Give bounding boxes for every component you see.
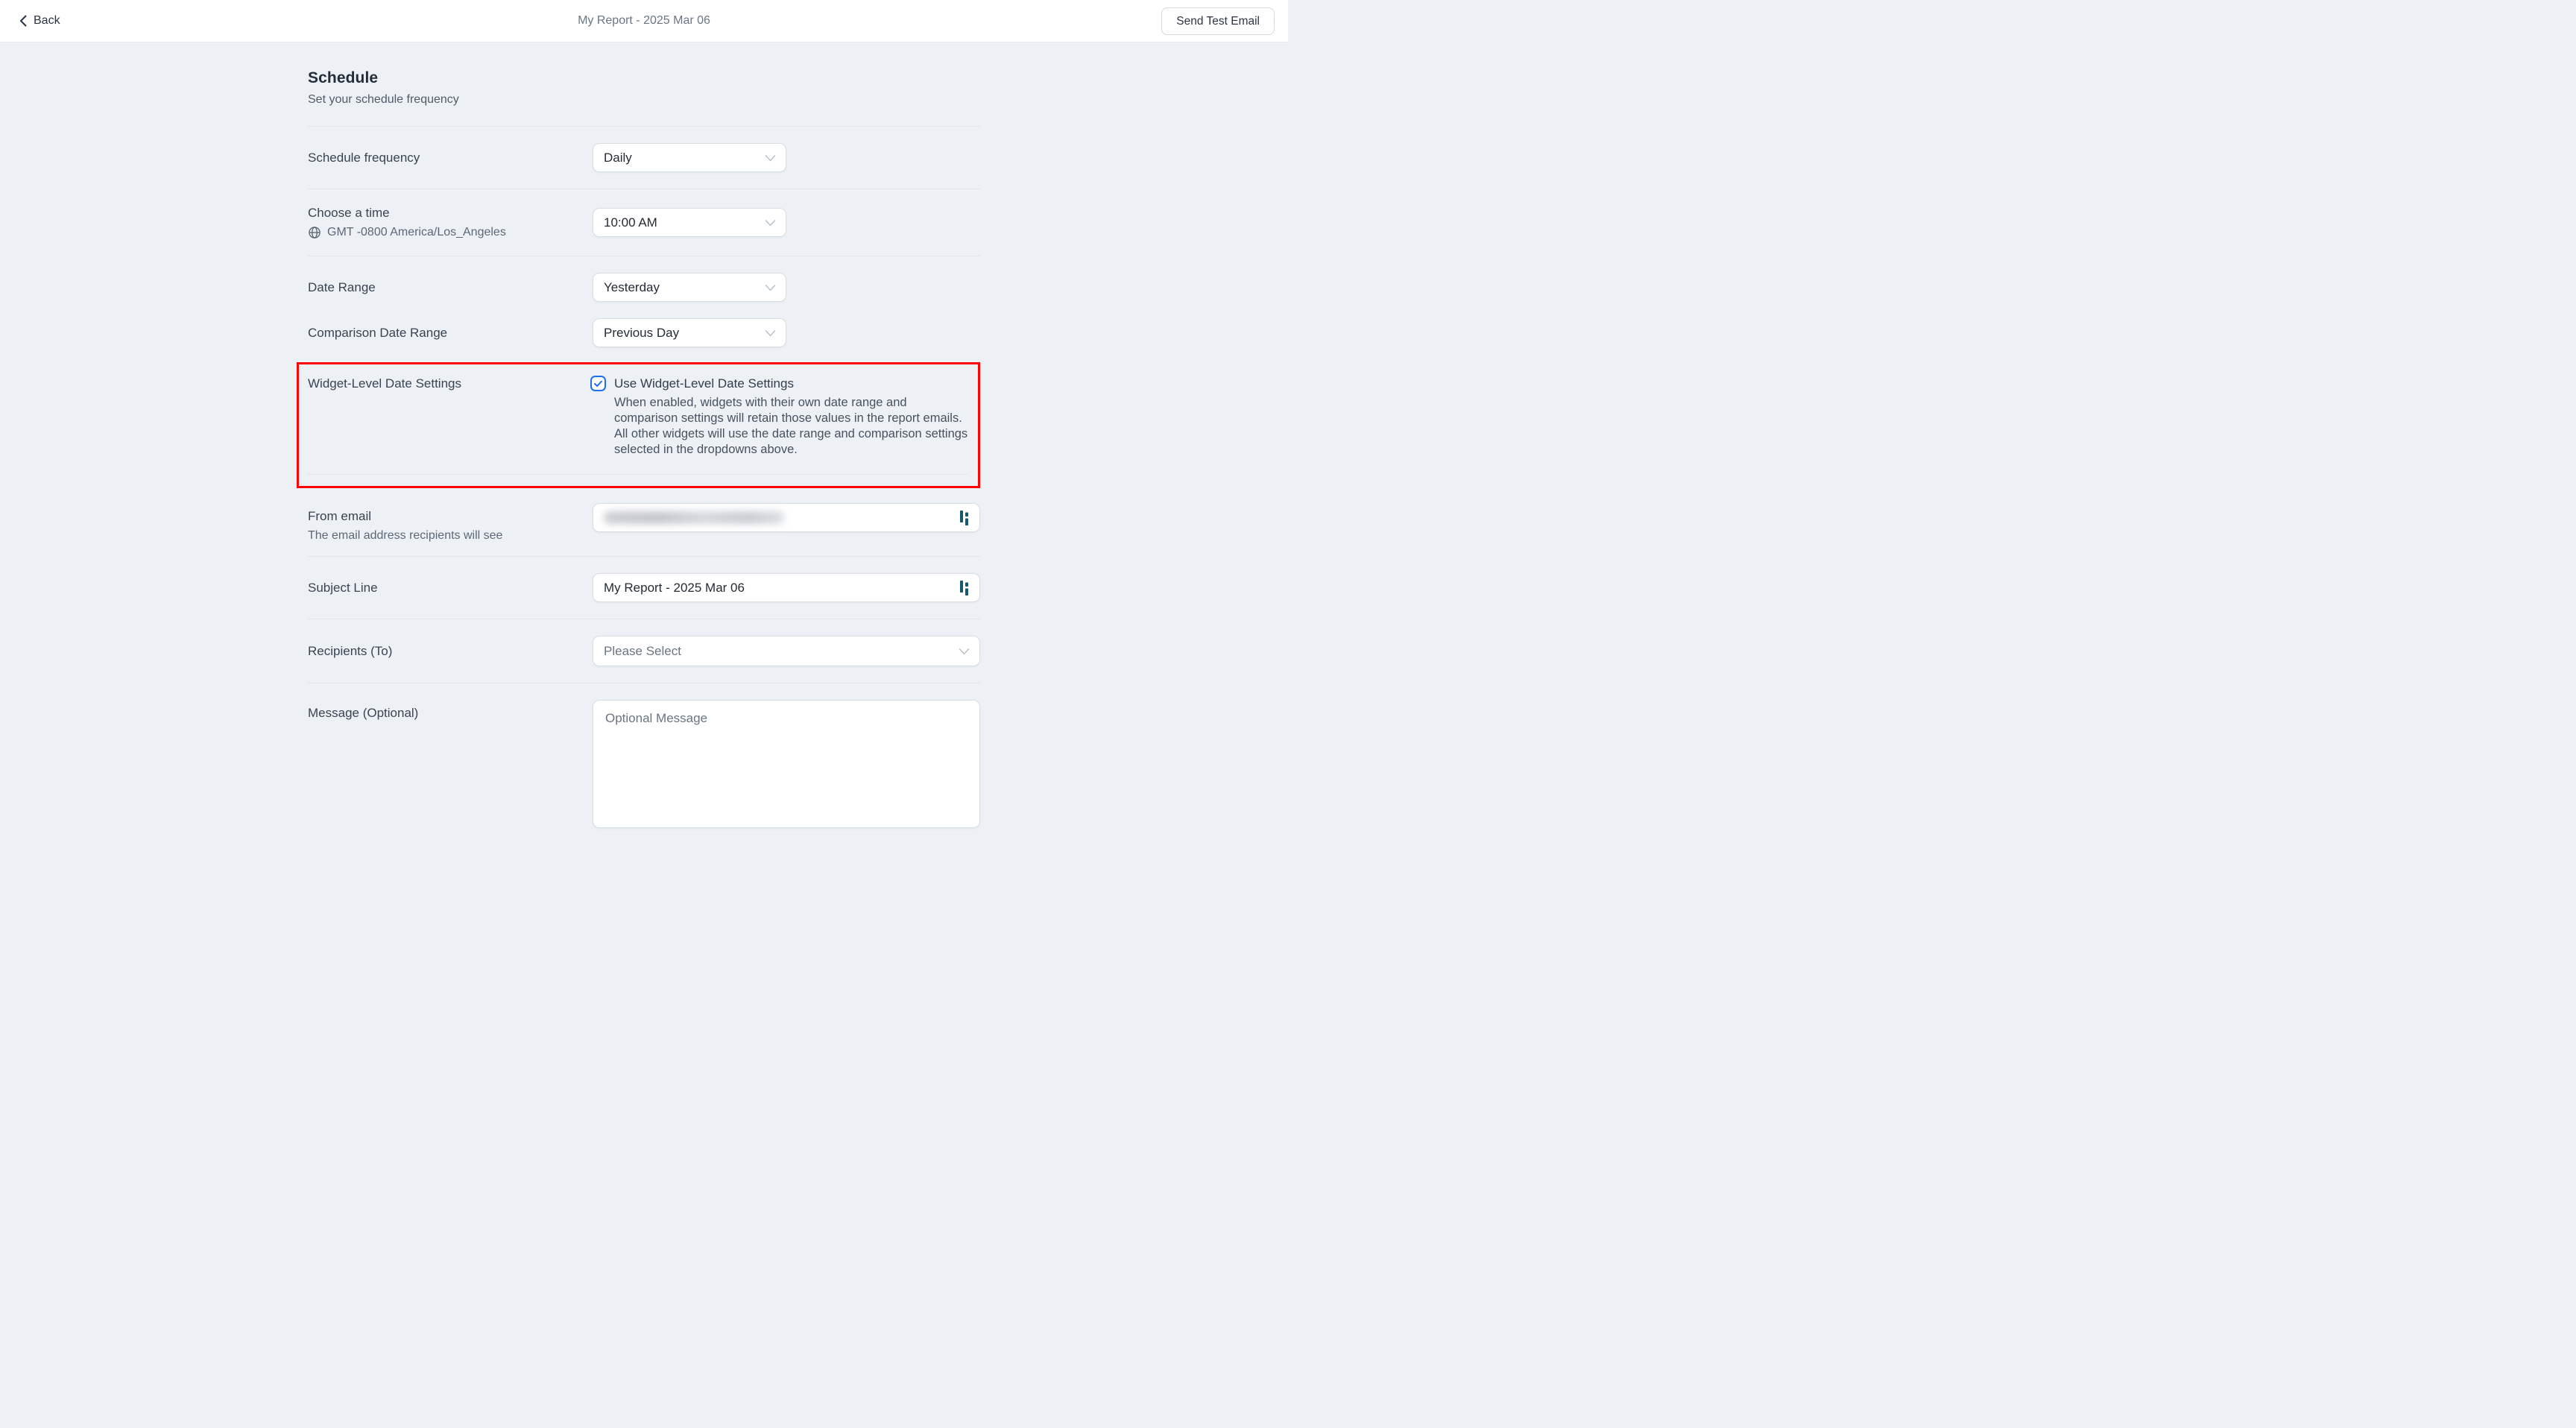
timezone-text: GMT -0800 America/Los_Angeles bbox=[327, 226, 506, 238]
recipients-label: Recipients (To) bbox=[308, 643, 393, 658]
message-row bbox=[308, 683, 980, 832]
widget-level-settings-highlight bbox=[297, 362, 980, 488]
page-subtitle: Set your schedule frequency bbox=[308, 93, 459, 106]
schedule-frequency-value: Daily bbox=[604, 150, 632, 165]
comparison-date-range-label: Comparison Date Range bbox=[308, 325, 448, 340]
page-title: Schedule bbox=[308, 69, 379, 86]
recipients-row bbox=[308, 619, 980, 683]
date-range-select[interactable] bbox=[593, 273, 786, 302]
subject-line-input[interactable] bbox=[593, 573, 980, 602]
checkbox-checked-icon[interactable] bbox=[590, 376, 606, 458]
merge-tag-icon[interactable] bbox=[959, 510, 970, 526]
from-email-hint: The email address recipients will see bbox=[308, 529, 503, 542]
time-select[interactable] bbox=[593, 208, 786, 237]
choose-time-row bbox=[308, 189, 980, 256]
widget-level-description: When enabled, widgets with their own date range and comparison settings will retain those values in the report emails. All other widgets will use the date range and comparison settings selected in the dropdowns above. bbox=[614, 396, 968, 456]
recipients-placeholder: Please Select bbox=[604, 643, 681, 658]
comparison-date-range-row bbox=[308, 312, 980, 358]
schedule-frequency-row bbox=[308, 127, 980, 189]
from-email-label: From email bbox=[308, 509, 372, 523]
subject-line-value: My Report - 2025 Mar 06 bbox=[604, 580, 745, 595]
date-range-row bbox=[308, 256, 980, 312]
message-textarea[interactable] bbox=[593, 700, 980, 828]
top-bar bbox=[0, 0, 1288, 42]
schedule-frequency-select[interactable] bbox=[593, 143, 786, 172]
redacted-email-value bbox=[604, 511, 784, 524]
globe-icon bbox=[308, 226, 321, 239]
merge-tag-icon[interactable] bbox=[959, 580, 970, 596]
widget-level-settings-row bbox=[308, 376, 978, 458]
message-label: Message (Optional) bbox=[308, 706, 419, 720]
subject-line-row bbox=[308, 557, 980, 619]
report-title: My Report - 2025 Mar 06 bbox=[578, 14, 710, 27]
subject-line-label: Subject Line bbox=[308, 580, 378, 595]
timezone-hint bbox=[308, 226, 578, 239]
recipients-select[interactable] bbox=[593, 636, 980, 666]
comparison-date-range-select[interactable] bbox=[593, 318, 786, 347]
widget-level-settings-label: Widget-Level Date Settings bbox=[308, 376, 461, 391]
chevron-down-icon bbox=[765, 219, 776, 226]
back-label: Back bbox=[34, 14, 60, 27]
chevron-down-icon bbox=[765, 329, 776, 336]
chevron-down-icon bbox=[765, 284, 776, 291]
schedule-frequency-label: Schedule frequency bbox=[308, 150, 420, 165]
comparison-date-range-value: Previous Day bbox=[604, 325, 680, 340]
use-widget-level-checkbox-label[interactable]: Use Widget-Level Date Settings bbox=[614, 376, 794, 391]
chevron-down-icon bbox=[765, 154, 776, 161]
time-value: 10:00 AM bbox=[604, 215, 657, 230]
from-email-row bbox=[308, 496, 980, 556]
date-range-label: Date Range bbox=[308, 279, 376, 294]
send-test-email-button[interactable]: Send Test Email bbox=[1161, 7, 1275, 35]
from-email-input[interactable] bbox=[593, 503, 980, 532]
date-range-value: Yesterday bbox=[604, 279, 660, 294]
choose-time-label: Choose a time bbox=[308, 206, 390, 220]
chevron-down-icon bbox=[959, 648, 970, 654]
schedule-settings-page bbox=[0, 69, 1288, 832]
